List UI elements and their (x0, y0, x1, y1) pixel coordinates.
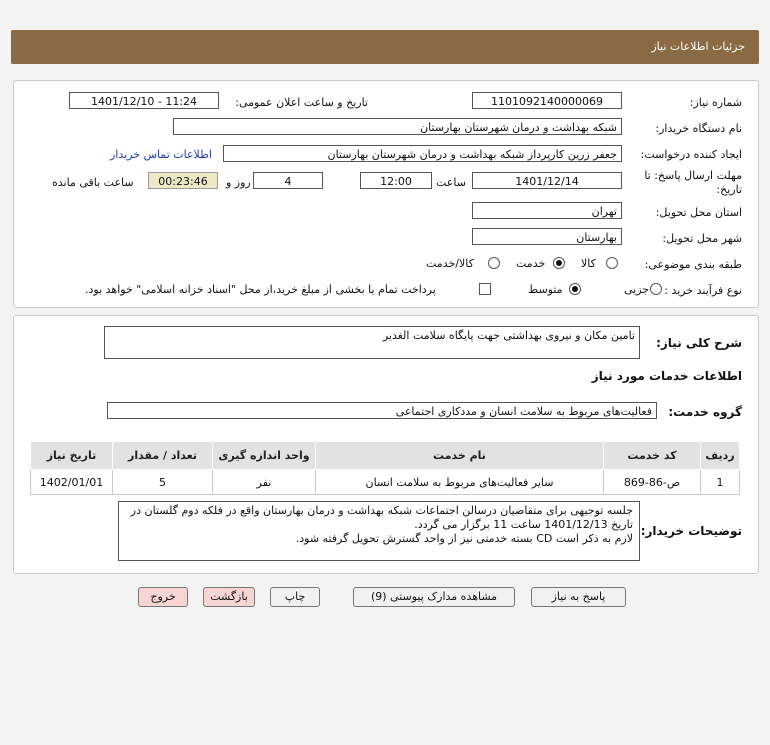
page-header (11, 30, 759, 64)
summary-field[interactable]: تامین مکان و نیروی بهداشتی جهت پایگاه سلامت الغدیر (104, 326, 640, 359)
summary-label: شرح کلی نیاز: (656, 336, 742, 350)
contact-buyer-link[interactable]: اطلاعات تماس خریدار (110, 148, 212, 161)
purchase-radio-medium[interactable] (569, 283, 581, 295)
exit-button[interactable]: خروج (138, 587, 188, 607)
category-radio-goods-service[interactable] (488, 257, 500, 269)
col-row: ردیف (701, 442, 740, 470)
col-date: تاریخ نیاز (31, 442, 113, 470)
treasury-checkbox[interactable] (479, 283, 491, 295)
page-title: جزئیات اطلاعات نیاز (651, 40, 745, 53)
purchase-type-label: نوع فرآیند خرید : (664, 284, 742, 297)
category-radio-goods[interactable] (606, 257, 618, 269)
cell-quantity: 5 (113, 470, 213, 495)
deadline-date-field[interactable]: 1401/12/14 (472, 172, 622, 189)
cell-row: 1 (701, 470, 740, 495)
table-row (31, 470, 740, 495)
reply-button[interactable]: پاسخ به نیاز (531, 587, 626, 607)
need-number-label: شماره نیاز: (689, 96, 742, 109)
cell-code: ص-86-869 (604, 470, 701, 495)
buyer-field[interactable]: شبکه بهداشت و درمان شهرستان بهارستان (173, 118, 622, 135)
col-unit: واحد اندازه گیری (213, 442, 316, 470)
print-button[interactable]: چاپ (270, 587, 320, 607)
col-quantity: تعداد / مقدار (113, 442, 213, 470)
announce-field[interactable]: 1401/12/10 - 11:24 (69, 92, 219, 109)
buyer-label: نام دستگاه خریدار: (655, 122, 742, 135)
category-option-goods-service: کالا/خدمت (426, 257, 474, 270)
treasury-note: پرداخت تمام یا بخشی از مبلغ خرید،از محل "اسناد خزانه اسلامی" خواهد بود. (85, 283, 436, 296)
buyer-notes-field (118, 501, 640, 561)
deadline-label: مهلت ارسال پاسخ: تا (644, 169, 742, 182)
deadline-time-field[interactable]: 12:00 (360, 172, 432, 189)
services-table (30, 441, 740, 495)
service-group-label: گروه خدمت: (668, 405, 742, 419)
purchase-option-minor: جزیی (624, 283, 650, 296)
days-label: روز و (226, 176, 251, 189)
attachments-button[interactable]: مشاهده مدارک پیوستی (9) (353, 587, 515, 607)
services-heading: اطلاعات خدمات مورد نیاز (591, 369, 742, 383)
buyer-notes-line: لازم به ذکر است CD بسته خدمتی نیز از واحد گسترش تحویل گرفته شود. (295, 532, 633, 545)
days-field[interactable]: 4 (253, 172, 323, 189)
time-label: ساعت (436, 176, 466, 189)
cell-date: 1402/01/01 (31, 470, 113, 495)
purchase-option-medium: متوسط (528, 283, 563, 296)
category-option-goods: کالا (581, 257, 596, 270)
category-option-service: خدمت (516, 257, 546, 270)
city-label: شهر محل تحویل: (662, 232, 742, 245)
services-table-header (31, 442, 740, 470)
province-label: استان محل تحویل: (655, 206, 742, 219)
announce-label: تاریخ و ساعت اعلان عمومی: (235, 96, 368, 109)
creator-label: ایجاد کننده درخواست: (640, 148, 742, 161)
remaining-time-field: 00:23:46 (148, 172, 218, 189)
category-radio-service[interactable] (553, 257, 565, 269)
deadline-label-date: تاریخ: (716, 183, 742, 196)
province-field[interactable]: تهران (472, 202, 622, 219)
remaining-label: ساعت باقی مانده (52, 176, 134, 189)
cell-unit: نفر (213, 470, 316, 495)
creator-field[interactable]: جعفر زرین کارپرداز شبکه بهداشت و درمان شهرستان بهارستان (223, 145, 622, 162)
service-group-field[interactable]: فعالیت‌های مربوط به سلامت انسان و مددکاری اجتماعی (107, 402, 657, 419)
back-button[interactable]: بازگشت (203, 587, 255, 607)
col-name: نام خدمت (316, 442, 604, 470)
cell-name: سایر فعالیت‌های مربوط به سلامت انسان (316, 470, 604, 495)
purchase-radio-minor[interactable] (650, 283, 662, 295)
buyer-notes-label: توضیحات خریدار: (640, 524, 742, 538)
need-number-field[interactable]: 1101092140000069 (472, 92, 622, 109)
buyer-notes-line: جلسه توجیهی برای متقاضیان درسالن اجتماعات شبکه بهداشت و درمان بهارستان واقع در فلکه دوم گلستان در تاریخ 1401/12/13 ساعت 11 برگزار می گردد. (130, 504, 633, 531)
col-code: کد خدمت (604, 442, 701, 470)
city-field[interactable]: بهارستان (472, 228, 622, 245)
category-label: طبقه بندی موضوعی: (644, 258, 742, 271)
need-details-panel (13, 80, 759, 308)
